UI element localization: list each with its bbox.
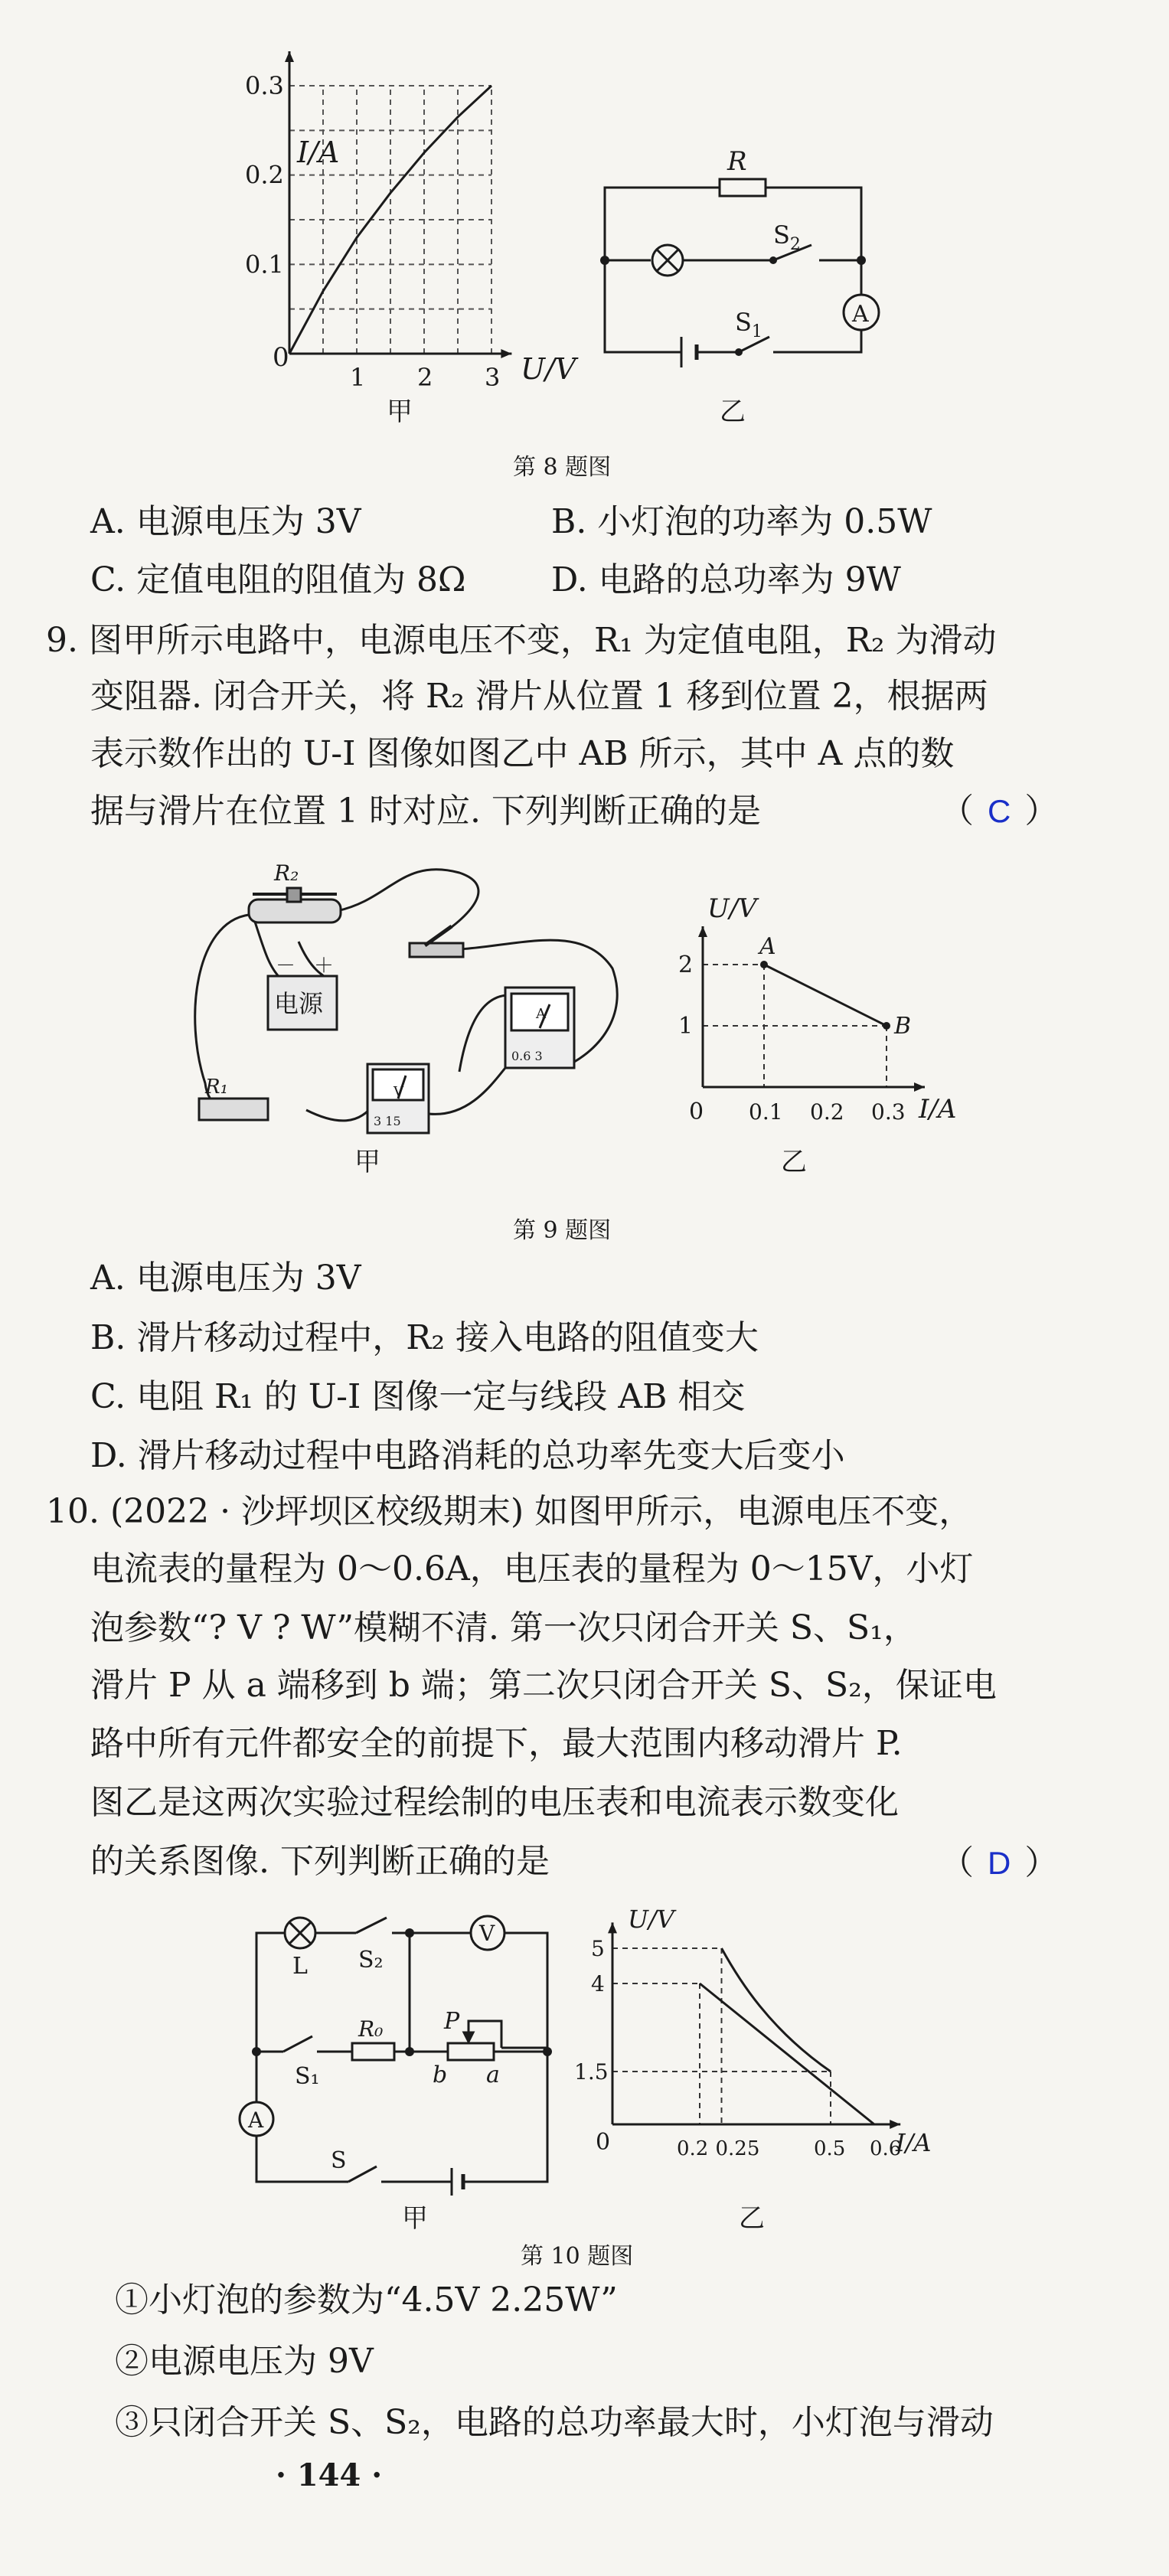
q10-x-tick-3: 0.6: [870, 2137, 902, 2160]
q10-y-tick-0: 5: [591, 1936, 605, 1961]
q10-x-tick-1: 0.25: [715, 2137, 760, 2160]
q9-ammeter-letter: A: [536, 1006, 546, 1022]
q9-segment-ab: [764, 965, 887, 1026]
q9-stem-line-4: 据与滑片在位置 1 时对应. 下列判断正确的是: [90, 792, 761, 831]
page-number: · 144 ·: [276, 2457, 383, 2493]
q9-power-minus: －: [276, 955, 296, 978]
q8-x-axis-label: U/V: [521, 352, 576, 386]
q10-stem-line-3: 泡参数“? V ? W”模糊不清. 第一次只闭合开关 S、S₁，: [90, 1608, 917, 1647]
q10-yi-caption: 乙: [739, 2203, 765, 2234]
q9-x-tick-2: 0.3: [871, 1099, 906, 1125]
q10-lamp-label: L: [292, 1953, 308, 1980]
q10-y-tick-2: 1.5: [574, 2059, 609, 2085]
q9-point-a-label: A: [759, 933, 776, 960]
q9-y-axis-label: U/V: [707, 893, 757, 924]
q10-circuit: [230, 1899, 582, 2197]
q9-figure-caption: 第 9 题图: [513, 1217, 612, 1244]
q8-y-axis-label: I/A: [297, 135, 340, 169]
q8-x-tick-2: 3: [485, 363, 501, 392]
q10-resistor-r0: [352, 2043, 394, 2060]
q10-stem-line-1: 10. (2022 · 沙坪坝区校级期末) 如图甲所示，电源电压不变，: [46, 1492, 973, 1531]
q10-x-axis-label: I/A: [896, 2128, 932, 2157]
q9-y-tick-1: 1: [678, 1013, 694, 1040]
q9-graph: [658, 873, 988, 1133]
q9-y-tick-0: 2: [678, 952, 694, 978]
q9-stem-line-3: 表示数作出的 U-I 图像如图乙中 AB 所示，其中 A 点的数: [90, 734, 955, 773]
q8-y-tick-2: 0.1: [245, 250, 284, 279]
q10-x-tick-0: 0.2: [677, 2137, 709, 2160]
q8-option-c: C. 定值电阻的阻值为 8Ω: [90, 560, 466, 599]
q10-s1-label: S₁: [295, 2063, 320, 2090]
q8-x-tick-0: 1: [350, 363, 366, 392]
q9-r1-label: R₁: [205, 1076, 228, 1099]
q8-yi-caption: 乙: [720, 397, 746, 427]
q10-figure-caption: 第 10 题图: [521, 2243, 634, 2270]
q9-option-c: C. 电阻 R₁ 的 U-I 图像一定与线段 AB 相交: [90, 1377, 746, 1416]
q8-option-b: B. 小灯泡的功率为 0.5W: [551, 502, 932, 541]
q10-s2-label: S₂: [358, 1947, 384, 1974]
q10-s-label: S: [331, 2147, 347, 2174]
q10-stem-line-4: 滑片 P 从 a 端移到 b 端；第二次只闭合开关 S、S₂，保证电: [90, 1666, 997, 1705]
q10-statement-2: ②电源电压为 9V: [115, 2342, 374, 2381]
q10-y-axis-label: U/V: [628, 1905, 674, 1934]
q8-r-label: R: [727, 146, 747, 177]
q10-graph: [567, 1899, 972, 2189]
q9-jia-caption: 甲: [354, 1147, 380, 1177]
q8-origin: 0: [273, 342, 289, 373]
q9-option-b: B. 滑片移动过程中，R₂ 接入电路的阻值变大: [90, 1318, 759, 1357]
q10-switch-s1: [283, 2036, 312, 2052]
q10-switch-s2: [356, 1918, 387, 1933]
q8-graph: [230, 70, 597, 425]
q8-resistor-r: [720, 179, 766, 196]
q10-stem-line-7: 的关系图像. 下列判断正确的是: [90, 1842, 550, 1881]
q10-b-label: b: [433, 2062, 448, 2088]
q9-point-b-label: B: [894, 1013, 912, 1040]
q10-r0-label: R₀: [358, 2016, 384, 2042]
q8-s1-label: $S_1$: [735, 308, 762, 341]
q9-x-tick-0: 0.1: [749, 1099, 783, 1125]
q9-stem-line-1: 9. 图甲所示电路中，电源电压不变，R₁ 为定值电阻，R₂ 为滑动: [46, 621, 997, 660]
q9-x-arrow: [914, 1082, 925, 1092]
q9-power-label: 电源: [274, 989, 324, 1018]
q10-stem-line-2: 电流表的量程为 0～0.6A，电压表的量程为 0～15V，小灯: [90, 1549, 974, 1588]
q8-s2-label: $S_2$: [773, 220, 801, 254]
q9-y-arrow: [698, 926, 707, 937]
q9-stem-line-2: 变阻器. 闭合开关，将 R₂ 滑片从位置 1 移到位置 2，根据两: [90, 677, 988, 716]
q10-y-arrow: [608, 1922, 617, 1933]
q9-voltmeter-scale: 3 15: [374, 1114, 401, 1128]
q10-answer-bracket: （ D ）: [940, 1843, 1059, 1882]
q8-figure-caption: 第 8 题图: [513, 454, 612, 481]
q9-yi-caption: 乙: [781, 1147, 807, 1177]
q10-p-label: P: [444, 2008, 460, 2035]
q10-ammeter-label: A: [248, 2107, 264, 2133]
q9-point-b: [883, 1022, 890, 1030]
q8-x-arrow: [501, 349, 511, 358]
q10-statement-1: ①小灯泡的参数为“4.5V 2.25W”: [115, 2281, 618, 2320]
q10-rheostat: [448, 2043, 494, 2060]
q8-y-tick-1: 0.2: [245, 160, 284, 190]
q10-series-s-s1: [700, 1983, 874, 2124]
q8-option-d: D. 电路的总功率为 9W: [551, 560, 901, 599]
q10-voltmeter-label: V: [479, 1921, 495, 1946]
q9-option-a: A. 电源电压为 3V: [90, 1259, 361, 1298]
q9-origin: 0: [689, 1099, 704, 1125]
q8-y-tick-0: 0.3: [245, 70, 284, 100]
q9-ammeter-scale: 0.6 3: [511, 1049, 543, 1063]
q8-ammeter-label: A: [852, 301, 869, 328]
q10-switch-s: [348, 2166, 377, 2182]
q10-answer: D: [988, 1845, 1011, 1881]
q9-physical-circuit: [176, 857, 635, 1171]
q9-answer: C: [988, 793, 1011, 829]
q8-jia-caption: 甲: [387, 397, 413, 427]
q10-series-s-s2: [722, 1948, 831, 2072]
q9-option-d: D. 滑片移动过程中电路消耗的总功率先变大后变小: [90, 1436, 845, 1475]
q10-x-tick-2: 0.5: [814, 2137, 846, 2160]
q10-y-tick-1: 4: [591, 1971, 605, 1996]
q9-x-axis-label: I/A: [919, 1094, 957, 1125]
q10-jia-caption: 甲: [402, 2203, 428, 2234]
q10-stem-line-6: 图乙是这两次实验过程绘制的电压表和电流表示数变化: [90, 1783, 899, 1822]
q8-y-arrow: [285, 51, 294, 62]
q9-voltmeter-letter: V: [393, 1084, 403, 1100]
q9-x-tick-1: 0.2: [810, 1099, 844, 1125]
q8-circuit: [589, 138, 880, 421]
q10-stem-line-5: 路中所有元件都安全的前提下，最大范围内移动滑片 P.: [90, 1724, 903, 1763]
q8-option-a: A. 电源电压为 3V: [90, 502, 361, 541]
q9-point-a: [760, 961, 768, 968]
q10-statement-3: ③只闭合开关 S、S₂，电路的总功率最大时，小灯泡与滑动: [115, 2403, 994, 2442]
q9-resistor-r1: [199, 1099, 268, 1120]
q9-switch: [410, 943, 463, 957]
q10-origin: 0: [596, 2129, 611, 2156]
q9-r2-label: R₂: [274, 860, 299, 886]
q9-power-plus: ＋: [314, 955, 335, 978]
q8-x-tick-1: 2: [417, 363, 433, 392]
q10-a-label: a: [486, 2062, 500, 2088]
q9-answer-bracket: （ C ）: [940, 792, 1059, 831]
